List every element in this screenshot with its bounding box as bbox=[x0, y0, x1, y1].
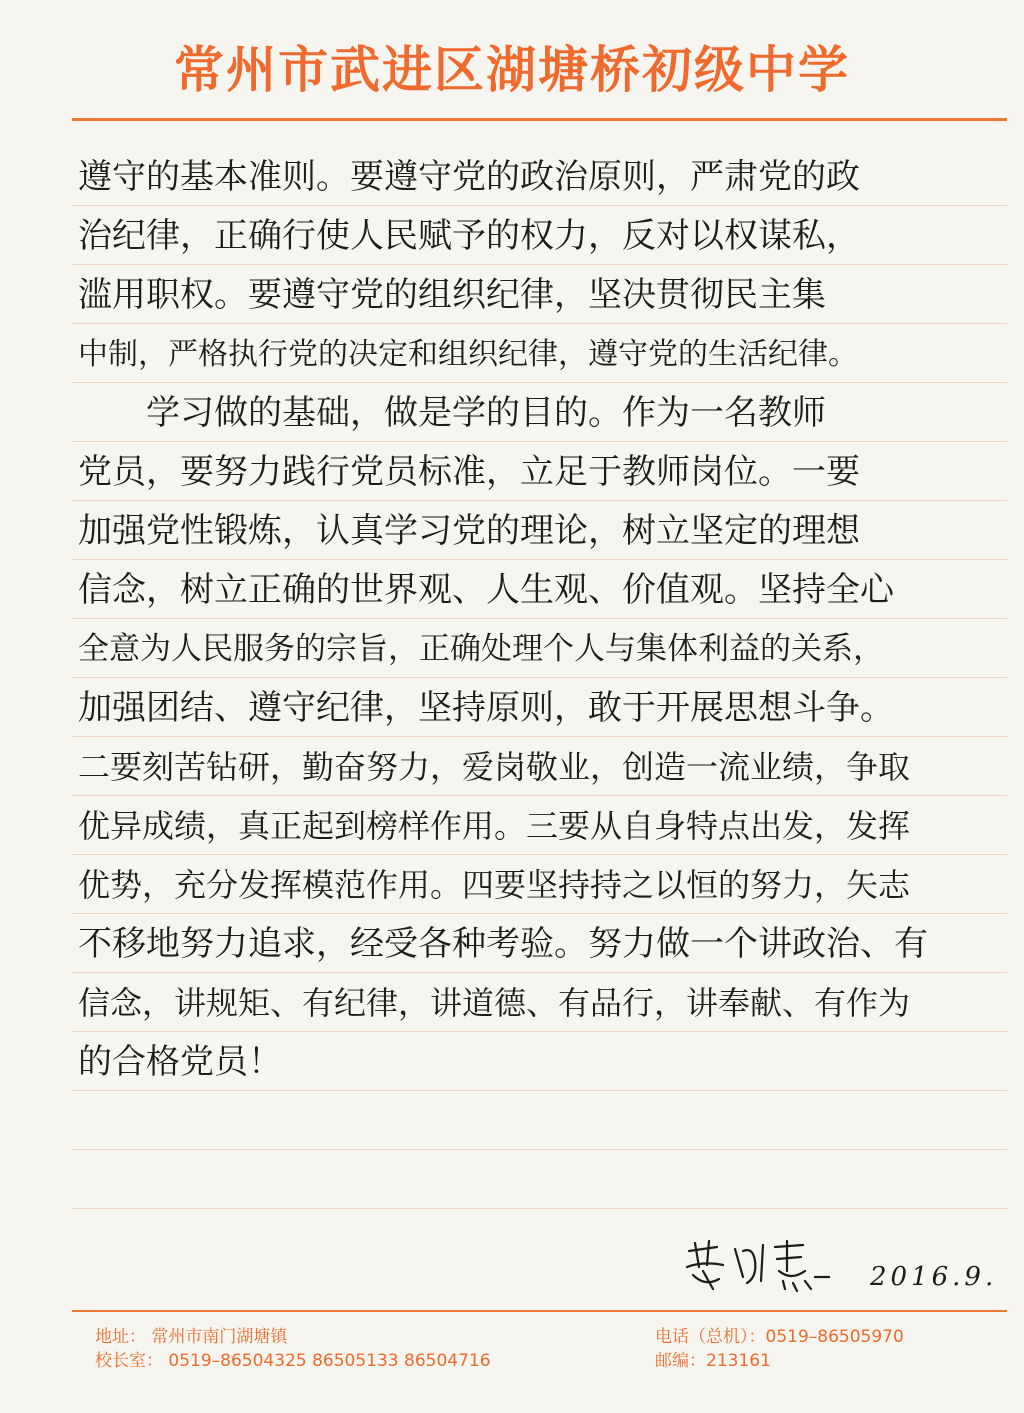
handwritten-signature bbox=[683, 1237, 833, 1293]
footer-address: 地址： 常州市南门湖塘镇 bbox=[95, 1327, 288, 1347]
school-letterhead-title: 常州市武进区湖塘桥初级中学 bbox=[174, 41, 850, 99]
body-line: 不移地努力追求，经受各种考验。努力做一个讲政治、有 bbox=[78, 924, 928, 964]
body-line: 的合格党员！ bbox=[78, 1042, 282, 1082]
footer-principal-office: 校长室： 0519–86504325 86505133 86504716 bbox=[95, 1351, 491, 1371]
body-line: 信念，讲规矩、有纪律，讲道德、有品行，讲奉献、有作为 bbox=[78, 984, 911, 1022]
body-line: 二要刻苦钻研，勤奋努力，爱岗敬业，创造一流业绩，争取 bbox=[78, 748, 911, 786]
footer-divider bbox=[72, 1310, 1007, 1312]
body-line: 遵守的基本准则。要遵守党的政治原则，严肃党的政 bbox=[78, 157, 860, 197]
body-line: 治纪律，正确行使人民赋予的权力，反对以权谋私， bbox=[78, 216, 860, 256]
body-line: 信念，树立正确的世界观、人生观、价值观。坚持全心 bbox=[78, 570, 894, 610]
header-divider bbox=[72, 118, 1007, 121]
signature-date: 2016.9. bbox=[870, 1262, 998, 1292]
body-line: 学习做的基础，做是学的目的。作为一名教师 bbox=[78, 393, 826, 433]
body-line: 全意为人民服务的宗旨，正确处理个人与集体利益的关系， bbox=[78, 631, 884, 667]
handwritten-body bbox=[78, 148, 1008, 1092]
body-line: 党员，要努力践行党员标准，立足于教师岗位。一要 bbox=[78, 452, 860, 492]
body-line: 滥用职权。要遵守党的组织纪律，坚决贯彻民主集 bbox=[78, 275, 826, 315]
body-line: 中制，严格执行党的决定和组织纪律，遵守党的生活纪律。 bbox=[78, 337, 858, 372]
body-line: 加强团结、遵守纪律，坚持原则，敢于开展思想斗争。 bbox=[78, 688, 894, 728]
footer-phone: 电话（总机）：0519–86505970 bbox=[655, 1327, 904, 1347]
footer-postcode: 邮编：213161 bbox=[655, 1351, 771, 1371]
body-line: 优势，充分发挥模范作用。四要坚持持之以恒的努力，矢志 bbox=[78, 866, 911, 904]
body-line: 优异成绩，真正起到榜样作用。三要从自身特点出发，发挥 bbox=[78, 807, 911, 845]
body-line: 加强党性锻炼，认真学习党的理论，树立坚定的理想 bbox=[78, 511, 860, 551]
